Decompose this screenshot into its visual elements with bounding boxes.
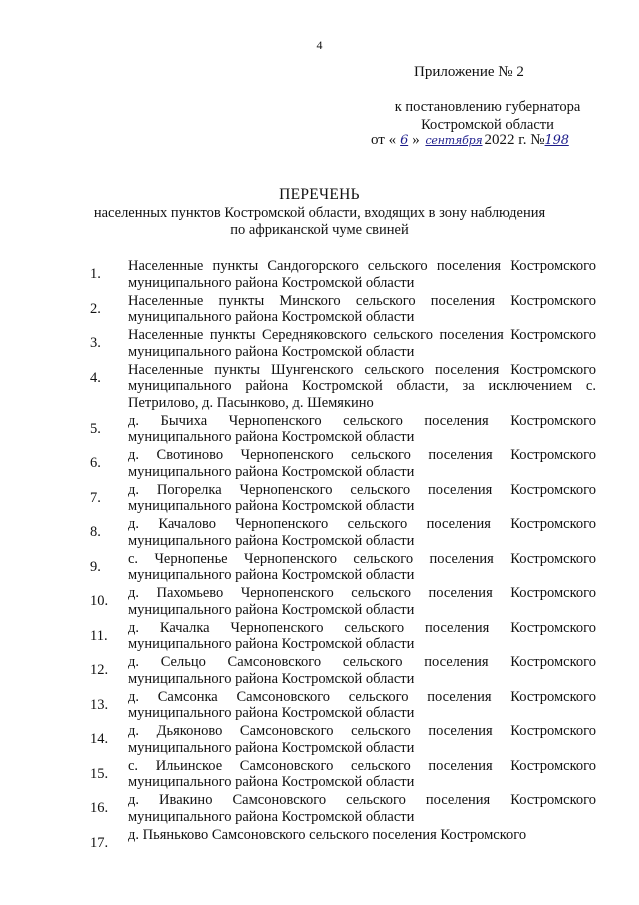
list-item-number: 10. bbox=[90, 593, 109, 609]
list-item-text: д. Дьяконово Самсоновского сельского поселения Костромского муниципального района Костромской области bbox=[128, 723, 596, 756]
resolution-date-line bbox=[371, 132, 569, 149]
list-item bbox=[90, 516, 596, 549]
list-item-text: Населенные пункты Середняковского сельского поселения Костромского муниципального района Костромской области bbox=[128, 327, 596, 360]
list-item-number: 5. bbox=[90, 420, 101, 437]
list-item-number: 9. bbox=[90, 558, 101, 575]
list-item-number: 11. bbox=[90, 627, 108, 644]
list-item-text: с. Ильинское Самсоновского сельского поселения Костромского муниципального района Костромской области bbox=[128, 757, 596, 790]
list-item-text: д. Пьяньково Самсоновского сельского поселения Костромского bbox=[128, 826, 527, 843]
list-item bbox=[90, 689, 596, 722]
handwritten-day: 6 bbox=[400, 133, 409, 148]
list-item-number: 2. bbox=[90, 300, 101, 317]
list-item-number: 3. bbox=[90, 335, 101, 351]
list-item bbox=[90, 413, 596, 446]
list-item-number: 15. bbox=[90, 765, 109, 782]
list-item-text: д. Пахомьево Чернопенского сельского поселения Костромского муниципального района Костромской области bbox=[128, 585, 596, 618]
list-item-number: 7. bbox=[90, 489, 101, 506]
list-item-text: с. Чернопенье Чернопенского сельского поселения Костромского муниципального района Костромской области bbox=[128, 550, 596, 583]
resolution-line-1: к постановлению губернатора bbox=[394, 99, 581, 115]
list-item bbox=[90, 827, 596, 852]
list-item-number: 16. bbox=[90, 800, 109, 816]
list-item-text: д. Погорелка Чернопенского сельского поселения Костромского муниципального района Костромской области bbox=[128, 481, 596, 514]
year-text: 2022 г. № bbox=[484, 132, 545, 148]
list-item bbox=[90, 362, 596, 412]
handwritten-month: сентября bbox=[425, 134, 483, 147]
list-item bbox=[90, 327, 596, 360]
list-item bbox=[90, 723, 596, 756]
document-subtitle bbox=[0, 205, 639, 238]
list-item bbox=[90, 447, 596, 480]
handwritten-number: 198 bbox=[544, 133, 569, 148]
subtitle-line-1: населенных пунктов Костромской области, входящих в зону наблюдения bbox=[93, 205, 546, 221]
list-item bbox=[90, 482, 596, 515]
list-item-text: Населенные пункты Шунгенского сельского поселения Костромского муниципального района Костромской области, за исключением с. Петрилово, д. Пасынково, д. Шемякино bbox=[128, 361, 596, 411]
quote-close: » bbox=[412, 132, 420, 148]
list-item-number: 4. bbox=[90, 369, 101, 386]
list-item-text: д. Самсонка Самсоновского сельского поселения Костромского муниципального района Костромской области bbox=[128, 688, 596, 721]
resolution-reference bbox=[370, 98, 605, 134]
list-item-text: д. Качалово Чернопенского сельского поселения Костромского муниципального района Костромской области bbox=[128, 516, 596, 549]
list-item bbox=[90, 258, 596, 291]
list-item bbox=[90, 620, 596, 653]
settlements-list bbox=[90, 258, 596, 853]
list-item-number: 17. bbox=[90, 834, 109, 851]
list-item-text: д. Ивакино Самсоновского сельского поселения Костромского муниципального района Костромской области bbox=[128, 792, 596, 825]
list-item-text: д. Бычиха Чернопенского сельского поселения Костромского муниципального района Костромской области bbox=[128, 412, 596, 445]
page-number: 4 bbox=[316, 38, 323, 52]
list-item bbox=[90, 758, 596, 791]
list-item bbox=[90, 585, 596, 618]
list-item-text: Населенные пункты Минского сельского поселения Костромского муниципального района Костромской области bbox=[128, 292, 596, 325]
list-item-number: 14. bbox=[90, 731, 109, 747]
date-prefix: от « bbox=[371, 132, 397, 148]
list-item-text: д. Качалка Чернопенского сельского поселения Костромского муниципального района Костромской области bbox=[128, 619, 596, 652]
list-item bbox=[90, 293, 596, 326]
list-item bbox=[90, 654, 596, 687]
list-item-number: 12. bbox=[90, 662, 109, 678]
list-item bbox=[90, 551, 596, 584]
list-item-number: 13. bbox=[90, 696, 109, 713]
appendix-heading: Приложение № 2 bbox=[414, 64, 524, 80]
list-item-number: 1. bbox=[90, 266, 101, 282]
list-item-number: 6. bbox=[90, 455, 101, 471]
list-item-text: д. Сельцо Самсоновского сельского поселения Костромского муниципального района Костромской области bbox=[128, 654, 596, 687]
document-title: ПЕРЕЧЕНЬ bbox=[279, 186, 360, 203]
list-item-number: 8. bbox=[90, 524, 101, 540]
list-item-text: Населенные пункты Сандогорского сельского поселения Костромского муниципального района Костромской области bbox=[128, 258, 596, 291]
resolution-line-2: Костромской области bbox=[421, 117, 554, 133]
list-item bbox=[90, 792, 596, 825]
subtitle-line-2: по африканской чуме свиней bbox=[230, 221, 409, 238]
list-item-text: д. Свотиново Чернопенского сельского поселения Костромского муниципального района Костромской области bbox=[128, 447, 596, 480]
